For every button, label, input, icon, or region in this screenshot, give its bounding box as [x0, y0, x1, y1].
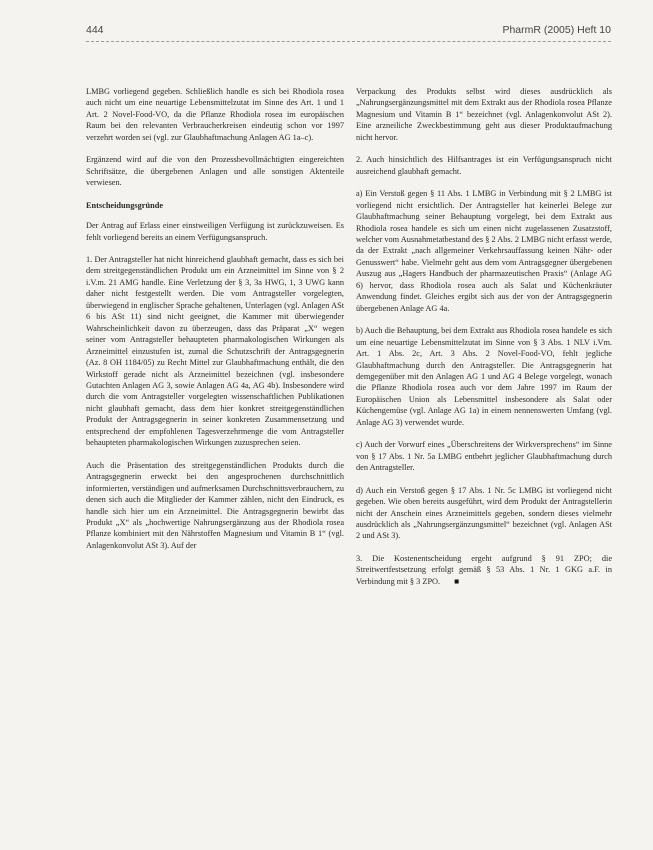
paragraph: a) Ein Verstoß gegen § 11 Abs. 1 LMBG in Verbindung mit § 2 LMBG ist vorliegend nicht ersichtlich. Der Antragsteller hat keinerlei Belege zur Glaubhaftmachung seiner Behauptung vorgelegt, bei dem Extrakt aus Rhodiola rosea handele es sich um einen nicht zugelassenen Zusatzstoff, welcher vom Ausnahmetatbestand des § 2 Abs. 2 LMBG nicht erfasst werde, da der Extrakt „nach allgemeiner Verkehrsauffassung keinen Nähr- oder Genusswert“ habe. Vielmehr geht aus dem vom Antragsgegner übergebenen Auszug aus „Hagers Handbuch der pharmazeutischen Praxis“ (Anlage AG 6) hervor, dass Rhodiola rosea auch als Salat und Küchenkräuter Anwendung findet. Gleiches ergibt sich aus der von der Antragsgegnerin übergebenen Anlage AG 4a. — [356, 189, 612, 313]
right-column — [356, 86, 612, 598]
paragraph: b) Auch die Behauptung, bei dem Extrakt aus Rhodiola rosea handele es sich um eine neuartige Lebensmittelzutat im Sinne von § 3 Abs. 1 NLV i.Vm. Art. 1 Abs. 2c, Art. 3 Abs. 2 Novel-Food-VO, fehlt jegliche Glaubhaftmachung durch den Antragsteller. Die Antragsgegnerin hat demgegenüber mit den Anlagen AG 1 und AG 4 Belege vorgelegt, wonach die Pflanze Rhodiola rosea auch vor dem Jahre 1997 im Raum der Europäischen Union als Lebensmittel insbesondere als Salat oder Küchengemüse (vgl. Anlage AG 1a) in einem nennenswerten Umfang (vgl. Anlage AG 3) verwendet wurde. — [356, 326, 612, 427]
paragraph: d) Auch ein Verstoß gegen § 17 Abs. 1 Nr. 5c LMBG ist vorliegend nicht gegeben. Wie oben bereits ausgeführt, wird dem Produkt der Antragstellerin nicht der Anschein eines Arzneimittels gegeben, sondern dieses vielmehr ausdrücklich als „Nahrungsergänzungsmittel“ bezeichnet (vgl. Anlagen ASt 2 und ASt 3). — [356, 485, 612, 541]
paragraph: c) Auch der Vorwurf eines „Überschreitens der Wirkversprechens“ im Sinne von § 17 Abs. 1 Nr. 5a LMBG entbehrt jeglicher Glaubhaftmachung durch den Antragsteller. — [356, 440, 612, 473]
paragraph: Ergänzend wird auf die von den Prozessbevollmächtigten eingereichten Schriftsätze, die übergebenen Anlagen und alle sonstigen Aktenteile verwiesen. — [86, 155, 344, 188]
paragraph: Der Antrag auf Erlass einer einstweiligen Verfügung ist zurückzuweisen. Es fehlt vorliegend bereits an einem Verfügungsanspruch. — [86, 221, 344, 242]
paragraph-text: 3. Die Kostenentscheidung ergeht aufgrund § 91 ZPO; die Streitwertfestsetzung erfolgt gemäß § 53 Abs. 1 Nr. 1 GKG a.F. in Verbindung mit § 3 ZPO. — [356, 553, 612, 586]
page-number: 444 — [86, 24, 104, 36]
end-of-article-marker: ■ — [454, 576, 460, 586]
section-heading: Entscheidungsgründe — [86, 200, 164, 210]
paragraph: Auch die Präsentation des streitgegenständlichen Produkts durch die Antragsgegnerin erweckt bei den angesprochenen durchschnittlich informierten, verständigen und aufmerksamen Durchschnittsverbrauchern, zu denen sich auch die Mitglieder der Kammer zählen, nicht den Eindruck, es handle sich hier um ein Arzneimittel. Die Antragsgegnerin bewirbt das Produkt „X“ als „hochwertige Nahrungsergänzung aus der Rhodiola rosea Pflanze kombiniert mit den Nährstoffen Magnesium und Vitamin B 1“ (vgl. Anlagenkonvolut ASt 3). Auf der — [86, 460, 344, 550]
header-divider — [86, 41, 611, 42]
left-column — [86, 86, 344, 562]
paragraph: LMBG vorliegend gegeben. Schließlich handle es sich bei Rhodiola rosea auch nicht um eine neuartige Lebensmittelzutat im Sinne des Art. 1 und 1 Art. 2 Novel-Food-VO, da die Pflanze Rhodiola rosea im europäischen Raum bei den relevanten Verbraucherkreisen eindeutig schon vor 1997 verzehrt worden sei (vgl. zur Glaubhaftmachung Anlagen AG 1a–c). — [86, 87, 344, 142]
paragraph: 1. Der Antragsteller hat nicht hinreichend glaubhaft gemacht, dass es sich bei dem streitgegenständlichen Produkt um ein Arzneimittel im Sinne von § 2 i.V.m. 21 AMG handle. Eine Verletzung der § 3, 3a HWG, 1, 3 UWG kann daher nicht festgestellt werden. Die vom Antragsteller vorgelegten, überwiegend in englischer Sprache gehaltenen, Unterlagen (vgl. Anlagen ASt 6 bis ASt 11) sind nicht geeignet, die Kammer mit überwiegender Wahrscheinlichkeit davon zu überzeugen, dass das Präparat „X“ wegen seiner vom Antragsteller behaupteten pharmakologischen Wirkungen als Arzneimittel einzustufen ist, zumal die Schutzschrift der Antragsgegnerin (Az. 8 OH 1184/05) zu Recht Mittel zur Glaubhaftmachung enthält, die den Wirkstoff gerade nicht als Arzneimittel bezeichnen (vgl. insbesondere Gutachten Anlagen AG 3, sowie Anlagen AG 4a, AG 4b). Insbesondere wird durch die vom Antragsteller vorgelegten wissenschaftlichen Publikationen nicht glaubhaft gemacht, dass dem hier konkret streitgegenständlichen Produkt der Antragsgegnerin in seiner konkreten Zusammensetzung und entsprechend der empfohlenen Tagesverzehrmenge die vom Antragsteller behaupteten pharmakologischen Wirkungen zuzusprechen seien. — [86, 254, 344, 448]
paragraph: 2. Auch hinsichtlich des Hilfsantrages ist ein Verfügungsanspruch nicht ausreichend glaubhaft gemacht. — [356, 155, 612, 176]
page-header — [86, 20, 611, 40]
paragraph: Verpackung des Produkts selbst wird dieses ausdrücklich als „Nahrungsergänzungsmittel mit dem Extrakt aus der Rhodiola rosea Pflanze Magnesium und Vitamin B 1“ bezeichnet (vgl. Anlagenkonvolut ASt 2). Eine arzneiliche Zweckbestimmung geht aus dieser Produktaufmachung nicht hervor. — [356, 87, 612, 142]
journal-reference: PharmR (2005) Heft 10 — [502, 24, 611, 36]
paragraph — [356, 553, 612, 587]
